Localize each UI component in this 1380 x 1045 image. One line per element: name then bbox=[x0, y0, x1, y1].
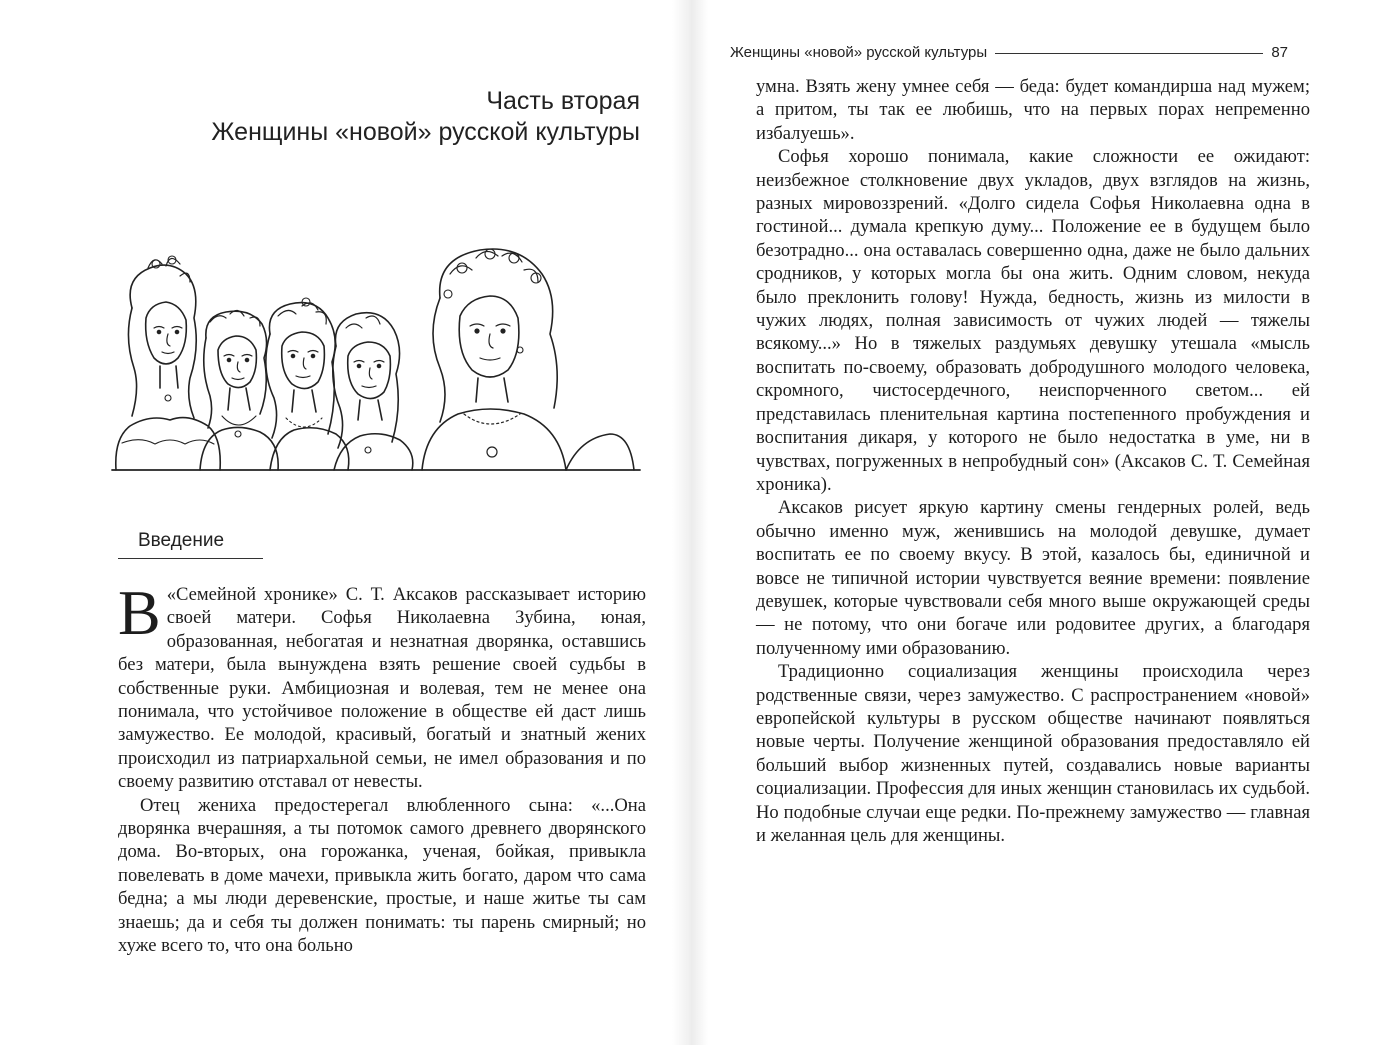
dropcap: В bbox=[118, 577, 161, 648]
part-title: Женщины «новой» русской культуры bbox=[211, 118, 640, 146]
running-header-title: Женщины «новой» русской культуры bbox=[730, 44, 988, 61]
paragraph: умна. Взять жену умнее себя — беда: будет командирша над мужем; а притом, ты так ее любишь, что на первых порах непременно избалуешь». bbox=[756, 76, 1310, 144]
paragraph-text: «Семейной хронике» С. Т. Аксаков рассказывает историю своей матери. Софья Николаевна Зубина, юная, образованная, небогатая и незнатная дворянка, оставшись без матери, была вынуждена взять решение своей судьбы в собственные руки. Амбициозная и волевая, тем не менее она понимала, что устойчивое положение в обществе ей даст лишь замужество. Ее молодой, красивый, богатый и знатный жених происходил из патриархальной семьи, не имел образования и по своему развитию отставал от невесты. bbox=[118, 584, 646, 793]
section-heading: Введение bbox=[118, 530, 263, 559]
left-body-text bbox=[118, 577, 646, 958]
paragraph: Софья хорошо понимала, какие сложности ее ожидают: неизбежное столкновение двух укладов, двух взглядов на жизнь, разных мировоззрений. «Долго сидела Софья Николаевна одна в гостиной... думала крепкую думу... Положение ее в будущем было безотрадно... она оставалась совершенно одна, даже не было дальних сродников, у которых могла бы она жить. Одним словом, некуда было преклонить голову! Нужда, бедность, жизнь из милости в чужих людях, полная зависимость от чужих людей — тяжелы всякому...» Но в тяжелых раздумьях девушку утешала «мысль воспитать по-своему, образовать добродушного молодого человека, скромного, чистосердечного, неиспорченного светом... ей представилась пленительная картина постепенного пробуждения и воспитания дикаря, у которого не было недостатка в уме, ни в чувствах, погруженных в непробудный сон» (Аксаков С. Т. Семейная хроника). bbox=[756, 146, 1310, 495]
five-women-portrait-illustration bbox=[110, 238, 642, 478]
paragraph: Традиционно социализация женщины происходила через родственные связи, через замужество. С распространением «новой» европейской культуры в русском обществе начинают появляться новые черты. Получение женщиной образования предоставляло ей больший выбор жизненных путей, создавались новые варианты социализации. Профессия для иных женщин становилась их судьбой. Но подобные случаи еще редки. По-прежнему замужество — главная и желанная цель для женщины. bbox=[756, 661, 1310, 846]
paragraph: Отец жениха предостерегал влюбленного сына: «...Она дворянка вчерашняя, а ты потомок самого древнего дворянского дома. Во-вторых, она горожанка, ученая, бойкая, привыкла повелевать в доме мачехи, привыкла жить богато, даром что сама бедна; а мы люди деревенские, простые, и наше житье ты сам знаешь; да и себя ты должен понимать: ты парень смирный; но хуже всего то, что она больно bbox=[118, 794, 646, 957]
right-page bbox=[690, 0, 1380, 1045]
running-header bbox=[730, 44, 1288, 61]
part-label: Часть вторая bbox=[486, 87, 640, 115]
header-rule bbox=[995, 53, 1263, 54]
paragraph: Аксаков рисует яркую картину смены гендерных ролей, ведь обычно именно муж, женившись на молодой девушке, думает воспитать ее по своему вкусу. В этой, казалось бы, единичной и вовсе не типичной истории чувствуется веяние времени: появление девушек, которые чувствовали себя много выше окружающей среды — не потому, что они богаче или родовитее других, а благодаря полученному ими образованию. bbox=[756, 497, 1310, 659]
right-body-text bbox=[756, 75, 1310, 847]
part-title-block bbox=[211, 86, 640, 148]
paragraph bbox=[118, 577, 646, 794]
page-number: 87 bbox=[1271, 44, 1288, 61]
